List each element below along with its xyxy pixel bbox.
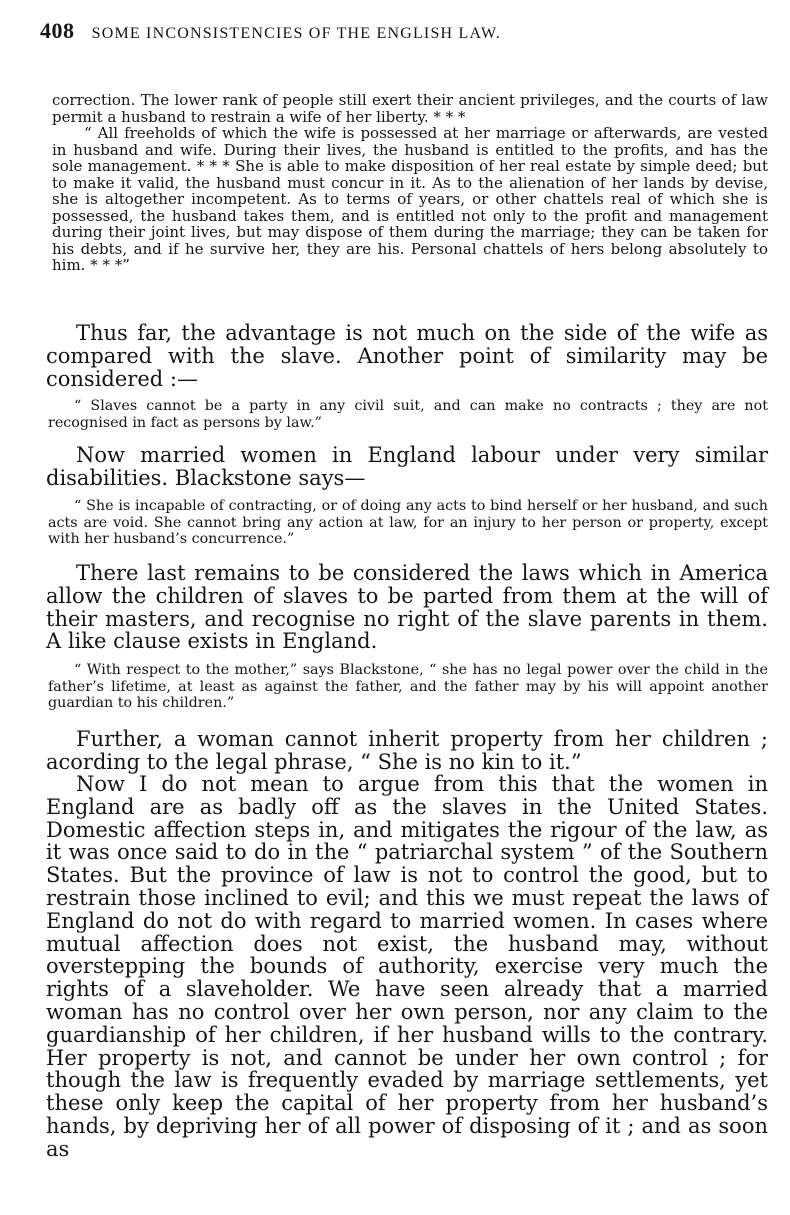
opening-quote-freeholds: “ All freeholds of which the wife is possessed at her marriage or afterwards, are vested in husband and wife. During their lives, the husband is entitled to the profits, and has the sole management. * * * She is able to make disposition of her real estate by simple deed; but to make it valid, the husband must concur in it. As to the alienation of her lands by devise, she is altogether incompetent. As to terms of years, or other chattels real of which she is possessed, the husband takes them, and is entitled not only to the profit and management during their joint lives, but may dispose of them during the marriage; they can be taken for his debts, and if he survive her, they are his. Personal chattels of hers belong absolutely to him. * * *” <box>52 124 768 275</box>
paragraph-text: There last remains to be considered the laws which in America allow the children of slaves to be parted from them at the will of their masters, and recognise no right of the slave parents in them. A like clause exists in England. <box>46 561 768 654</box>
quote-blackstone-mother <box>48 662 768 712</box>
paragraph-inherit <box>46 728 768 774</box>
paragraph-text: Further, a woman cannot inherit property from her children ; acording to the legal phrase, “ She is no kin to it.” <box>46 727 768 774</box>
page-number: 408 <box>40 18 75 43</box>
page-header <box>40 18 770 50</box>
opening-quotation <box>52 92 768 274</box>
quote-blackstone-incapable <box>48 498 768 548</box>
quote-text: “ Slaves cannot be a party in any civil suit, and can make no contracts ; they are not recognised in fact as persons by law.” <box>48 398 768 431</box>
paragraph-married-women <box>46 444 768 490</box>
quote-text: “ She is incapable of contracting, or of doing any acts to bind herself or her husband, and such acts are void. She cannot bring any action at law, for an injury to her person or property, except with her husband’s concurrence.” <box>48 498 768 548</box>
paragraph-text: Now I do not mean to argue from this that the women in England are as badly off as the slaves in the United States. Domestic affection steps in, and mitigates the rigour of the law, as it was once said to do in the “ patriarchal system ” of the Southern States. But the province of law is not to control the good, but to restrain those inclined to evil; and this we must repeat the laws of England do not do with regard to married women. In cases where mutual affection does not exist, the husband may, without overstepping the bounds of authority, exercise very much the rights of a slaveholder. We have seen already that a married woman has no control over her own person, nor any claim to the guardianship of her children, if her husband wills to the contrary. Her property is not, and cannot be under her own control ; for though the law is frequently evaded by marriage settlements, yet these only keep the capital of her property from her husband’s hands, by depriving her of all power of disposing of it ; and as soon as <box>46 772 768 1161</box>
paragraph-argument <box>46 773 768 1161</box>
opening-quote-continuation: correction. The lower rank of people still exert their ancient privileges, and the courts of law permit a husband to restrain a wife of her liberty. * * * <box>52 91 768 126</box>
paragraph-text: Now married women in England labour under very similar disabilities. Blackstone says— <box>46 443 768 490</box>
quote-text: “ With respect to the mother,” says Blackstone, “ she has no legal power over the child in the father’s lifetime, at least as against the father, and the father may by his will appoint another guardian to his children.” <box>48 662 768 712</box>
paragraph-america-children <box>46 562 768 653</box>
quote-slaves-civil-suit <box>48 398 768 431</box>
paragraph-slave-comparison <box>46 322 768 390</box>
paragraph-text: Thus far, the advantage is not much on the side of the wife as compared with the slave. Another point of similarity may be considered :— <box>46 321 768 391</box>
running-title: SOME INCONSISTENCIES OF THE ENGLISH LAW. <box>91 25 501 42</box>
